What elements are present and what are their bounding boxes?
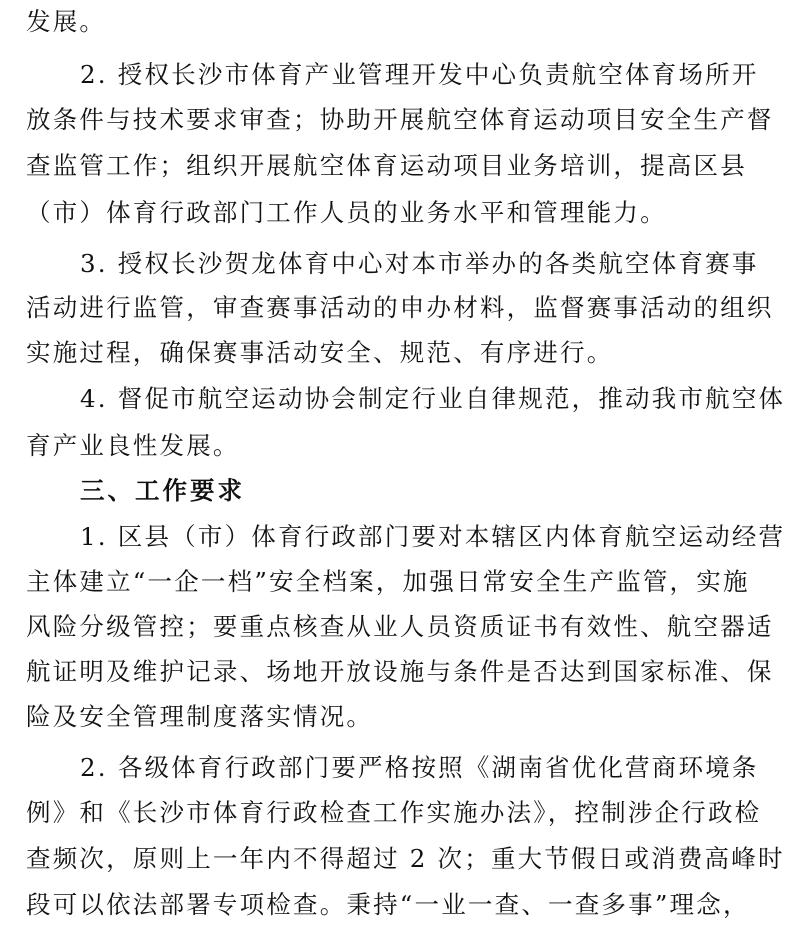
requirement-2-line-1: 2. 各级体育行政部门要严格按照《湖南省优化营商环境条 (80, 753, 759, 782)
paragraph-4-line-2: 育产业良性发展。 (26, 431, 240, 460)
requirement-2-line-3: 查频次，原则上一年内不得超过 2 次；重大节假日或消费高峰时 (26, 844, 785, 873)
paragraph-3-line-2: 活动进行监管，审查赛事活动的申办材料，监督赛事活动的组织 (26, 293, 774, 322)
requirement-1-line-4: 航证明及维护记录、场地开放设施与条件是否达到国家标准、保 (26, 657, 774, 686)
paragraph-2-line-2: 放条件与技术要求审查；协助开展航空体育运动项目安全生产督 (26, 105, 774, 134)
requirement-2-line-4: 段可以依法部署专项检查。秉持“一业一查、一查多事”理念， (26, 890, 750, 919)
requirement-1-line-2: 主体建立“一企一档”安全档案，加强日常安全生产监管，实施 (26, 567, 750, 596)
requirement-1-line-3: 风险分级管控；要重点核查从业人员资质证书有效性、航空器适 (26, 612, 774, 641)
section-heading: 三、工作要求 (80, 476, 245, 505)
text-line: 发展。 (26, 7, 107, 36)
paragraph-4-line-1: 4. 督促市航空运动协会制定行业自律规范，推动我市航空体 (80, 384, 785, 413)
paragraph-3-line-1: 3. 授权长沙贺龙体育中心对本市举办的各类航空体育赛事 (80, 249, 759, 278)
requirement-1-line-5: 险及安全管理制度落实情况。 (26, 702, 374, 731)
paragraph-2-line-1: 2. 授权长沙市体育产业管理开发中心负责航空体育场所开 (80, 60, 759, 89)
paragraph-2-line-3: 查监管工作；组织开展航空体育运动项目业务培训，提高区县 (26, 151, 747, 180)
requirement-2-line-2: 例》和《长沙市体育行政检查工作实施办法》，控制涉企行政检 (26, 798, 762, 827)
requirement-1-line-1: 1. 区县（市）体育行政部门要对本辖区内体育航空运动经营 (80, 522, 785, 551)
paragraph-2-line-4: （市）体育行政部门工作人员的业务水平和管理能力。 (26, 198, 667, 227)
paragraph-3-line-3: 实施过程，确保赛事活动安全、规范、有序进行。 (26, 338, 614, 367)
